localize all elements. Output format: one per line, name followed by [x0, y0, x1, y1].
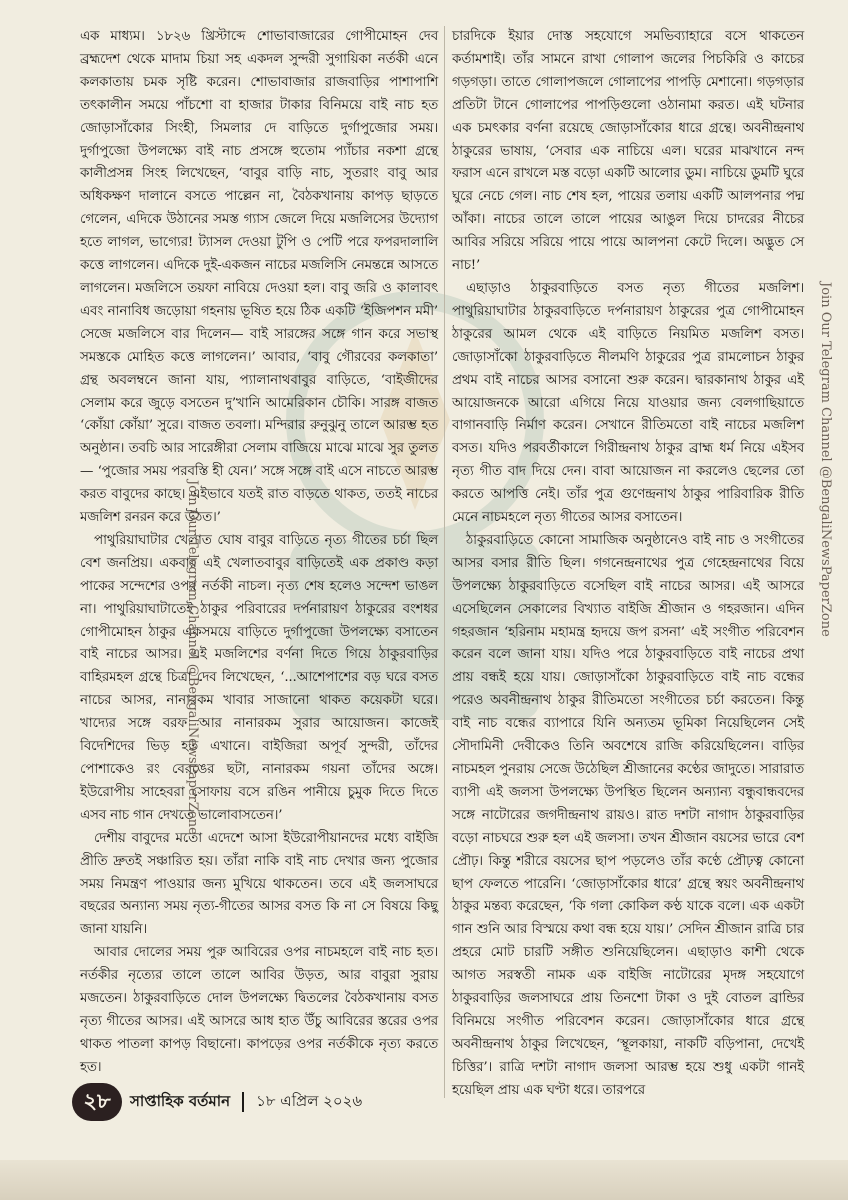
- magazine-name: সাপ্তাহিক বর্তমান: [130, 1091, 231, 1110]
- paragraph: চারদিকে ইয়ার দোস্ত সহযোগে সমভিব্যাহারে বসে থাকতেন কর্তামশাই। তাঁর সামনে রাখা গোলাপ জলের পিচকিরি ও কাচের গড়গড়া। তাতে গোলাপজলে গোলাপের পাপড়ি মেশানো। গড়গড়ার প্রতিটা টানে গোলাপের পাপড়িগুলো ওঠানামা করত। এই ঘটনার এক চমৎকার বর্ণনা রয়েছে জোড়াসাঁকোর ধারে গ্রন্থে। অবনীন্দ্রনাথ ঠাকুরের ভাষায়, ‘সেবার এক নাচিয়ে এল। ঘরের মাঝখানে নন্দ ফরাস এনে রাখলে মস্ত বড়ো একটি আলোর ডুম। নাচিয়ে ডুমটি ঘুরে ঘুরে নেচে গেল। নাচ শেষ হল, পায়ের তলায় একটি আলপনার পদ্ম আঁকা। নাচের তালে তালে পায়ের আঙুল দিয়ে চাদরের নীচের আবির সরিয়ে সরিয়ে পায়ে পায়ে আলপনা কেটে দিলে। অদ্ভুত সে নাচ!’: [452, 29, 804, 274]
- side-watermark-text: Join Our Telegram Channel @BengaliNewsPaperZone: [818, 282, 833, 637]
- page-bottom-edge: [0, 1160, 848, 1200]
- paragraph: এক মাধ্যম। ১৮২৬ খ্রিস্টাব্দে শোভাবাজারের গোপীমোহন দেব ব্রহ্মদেশ থেকে মাদাম চিয়া সহ একদল সুন্দরী সুগায়িকা নর্তকী এনে কলকাতায় চমক সৃষ্টি করেন। শোভাবাজার রাজবাড়ির পাশাপাশি তৎকালীন সময়ে পাঁচশো বা হাজার টাকার বিনিময়ে বাই নাচ হত জোড়াসাঁকোর সিংহী, সিমলার দে বাড়িতে দুর্গাপুজোর সময়। দুর্গাপুজো উপলক্ষ্যে বাই নাচ প্রসঙ্গে হুতোম প্যাঁচার নকশা গ্রন্থে কালীপ্রসন্ন সিংহ লিখেছেন, ‘বাবুর বাড়ি নাচ, সুতরাং বাবু আর অধিকক্ষণ দালানে বসতে পাল্লেন না, বৈঠকখানায় কাপড় ছাড়তে গেলেন, এদিকে উঠানের সমস্ত গ্যাস জেলে দিয়ে মজলিসের উদ্যোগ হতে লাগল, ভাগ্যের! ট্যাসল দেওয়া টুপি ও পেটি পরে ফপরদালালি কত্তে লাগলেন। এদিকে দুই-একজন নাচের মজলিসি নেমন্তন্নে আসতে লাগলেন। মজলিসে তয়ফা নাবিয়ে দেওয়া হল। বাবু জরি ও কালাবৎ এবং নানাবিধ জড়োয়া গহনায় ভূষিত হয়ে ঠিক একটি ‘ইজিপশন মমী’ সেজে মজলিসে বার দিলেন— বাই সারঙ্গের সঙ্গে গান করে সভাস্থ সমস্তকে মোহিত কত্তে লাগলেন।’ আবার, ‘বাবু গৌরবের কলকাতা’ গ্রন্থ অবলম্বনে জানা যায়, প্যালানাথবাবুর বাড়িতে, ‘বাইজীদের সেলাম করে জুড়ে বসতেন দু’খানি আমেরিকান চৌকি। সারঙ্গ বাজত ‘কোঁয়া কোঁয়া’ সুরে। বাজত তবলা। মন্দিরার রুনুঝুনু তালে আরম্ভ হত অনুষ্ঠান। তবচি আর সারেঙ্গীরা সেলাম বাজিয়ে মাঝে মাঝে সুর তুলত— ‘পুজোর সময় পরবস্তি হী যেন।’ সঙ্গে সঙ্গে বাই এসে নাচতে আরম্ভ করত বাবুদের কাছে। এইভাবে যতই রাত বাড়তে থাকত, ততই নাচের মজলিশ রনরন করে উঠত।’: [80, 29, 438, 526]
- page-number: ২৮: [72, 1083, 122, 1121]
- issue-date: ১৮ এপ্রিল ২০২৬: [256, 1091, 363, 1110]
- paragraph: পাথুরিয়াঘাটার খেলাত ঘোষ বাবুর বাড়িতে নৃত্য গীতের চর্চা ছিল বেশ জনপ্রিয়। একবার এই খেলাতবাবুর বাড়িতেই এক প্রকাণ্ড কড়া পাকের সন্দেশের ওপর নর্তকী নাচল। নৃত্য শেষ হলেও সন্দেশ ভাঙল না। পাথুরিয়াঘাটাতেই ঠাকুর পরিবারের দর্পনারায়ণ ঠাকুরের বংশধর গোপীমোহন ঠাকুর একসময়ে বাড়িতে দুর্গাপুজো উপলক্ষ্যে বসাতেন বাই নাচের আসর। এই মজলিশের বর্ণনা দিতে গিয়ে ঠাকুরবাড়ির বাহিরমহল গ্রন্থে চিত্রা দেব লিখেছেন, ‘...আশেপাশের বড় ঘরে বসত নাচের আসর, নানারকম খাবার সাজানো থাকত কয়েকটা ঘরে। খাদ্যের সঙ্গে বরফ আর নানারকম সুরার আয়োজন। কাজেই বিদেশিদের ভিড় হত এখানে। বাইজিরা অপূর্ব সুন্দরী, তাঁদের পোশাকেও রং বেরঙের ছটা, নানারকম গয়না তাঁদের অঙ্গে। ইউরোপীয় সাহেবরা সোফায় বসে রঙিন পানীয়ে চুমুক দিতে দিতে এসব নাচ গান দেখতে ভালোবাসতেন।’: [80, 532, 438, 823]
- page-footer: [72, 1082, 362, 1122]
- paragraph: দেশীয় বাবুদের মতো এদেশে আসা ইউরোপীয়ানদের মধ্যে বাইজি প্রীতি দ্রুতই সঞ্চারিত হয়। তাঁরা নাকি বাই নাচ দেখার জন্য পুজোর সময় নিমন্ত্রণ পাওয়ার জন্য মুখিয়ে থাকতেন। তবে এই জলসাঘরে বছরের অন্যান্য সময় নৃত্য-গীতের আসর বসত কি না সে বিষয়ে কিছু জানা যায়নি।: [80, 830, 438, 938]
- left-column: [80, 26, 438, 1080]
- right-column: [452, 26, 804, 1103]
- paragraph: আবার দোলের সময় পুরু আবিরের ওপর নাচমহলে বাই নাচ হত। নর্তকীর নৃত্যের তালে তালে আবির উড়ত, আর বাবুরা সুরায় মজতেন। ঠাকুরবাড়িতে দোল উপলক্ষ্যে দ্বিতলের বৈঠকখানায় বসত নৃত্য গীতের আসর। এই আসরে আধ হাত উঁচু আবিরের স্তরের ওপর থাকত পাতলা কাপড় বিছানো। কাপড়ের ওপর নর্তকীকে নৃত্য করতে হত।: [80, 945, 438, 1075]
- side-watermark-text: Join Our Telegram Channel @BengaliNewsPaperZone: [185, 480, 200, 835]
- paragraph: ঠাকুরবাড়িতে কোনো সামাজিক অনুষ্ঠানেও বাই নাচ ও সংগীতের আসর বসার রীতি ছিল। গগনেন্দ্রনাথের পুত্র গেহেন্দ্রনাথের বিয়ে উপলক্ষ্যে ঠাকুরবাড়িতে বসেছিল বাই নাচের আসর। এই আসরে এসেছিলেন সেকালের বিখ্যাত বাইজি শ্রীজান ও গহরজান। এদিন গহরজান ‘হরিনাম মহামন্ত্র হৃদয়ে জপ রসনা’ এই সংগীত পরিবেশন করেন বলে জানা যায়। যদিও পরে ঠাকুরবাড়িতে বাই নাচের প্রথা প্রায় বন্ধই হয়ে যায়। জোড়াসাঁকো ঠাকুরবাড়িতে বাই নাচ বন্ধের পরেও অবনীন্দ্রনাথ ঠাকুর রীতিমতো সংগীতের চর্চা করতেন। কিন্তু বাই নাচ বন্ধের ব্যাপারে যিনি অন্যতম ভূমিকা নিয়েছিলেন সেই সৌদামিনী দেবীকেও তিনি অবশেষে রাজি করিয়েছিলেন। বাড়ির নাচমহল পুনরায় সেজে উঠেছিল শ্রীজানের কণ্ঠের জাদুতে। সারারাত ব্যাপী এই জলসা উপলক্ষ্যে উপস্থিত ছিলেন অন্যান্য বন্ধুবান্ধবদের সঙ্গে নাটোরের জগদীন্দ্রনাথ রায়ও। রাত দশটা নাগাদ ঠাকুরবাড়ির বড়ো নাচঘরে শুরু হল এই জলসা। তখন শ্রীজান বয়সের ভারে বেশ প্রৌঢ়। কিন্তু শরীরে বয়সের ছাপ পড়লেও তাঁর কণ্ঠে প্রৌঢ়ত্ব কোনো ছাপ ফেলতে পারেনি। ‘জোড়াসাঁকোর ধারে’ গ্রন্থে স্বয়ং অবনীন্দ্রনাথ ঠাকুর মন্তব্য করেছেন, ‘কি গলা কোকিল কণ্ঠ যাকে বলে। এক একটা গান শুনি আর বিস্ময়ে কথা বন্ধ হয়ে যায়।’ সেদিন শ্রীজান রাত্রি চার প্রহরে মোট চারটি সঙ্গীত শুনিয়েছিলেন। এছাড়াও কাশী থেকে আগত সরস্বতী নামক এক বাইজি নাটোরের মৃদঙ্গ সহযোগে ঠাকুরবাড়ির জলসাঘরে প্রায় তিনশো টাকা ও দুই বোতল ব্রান্ডির বিনিময়ে সংগীত পরিবেশন করেন। জোড়াসাঁকোর ধারে গ্রন্থে অবনীন্দ্রনাথ ঠাকুর লিখেছেন, ‘স্থূলকায়া, নাকটি বড়িপানা, দেখেই চিত্তির’। রাত্রি দশটা নাগাদ জলসা আরম্ভ হয়ে শুধু একটা গানই হয়েছিল প্রায় এক ঘণ্টা ধরে। তারপরে: [452, 532, 804, 1098]
- paragraph: এছাড়াও ঠাকুরবাড়িতে বসত নৃত্য গীতের মজলিশ। পাথুরিয়াঘাটার ঠাকুরবাড়িতে দর্পনারায়ণ ঠাকুরের পুত্র গোপীমোহন ঠাকুরের আমল থেকে এই বাড়িতে নিয়মিত মজলিশ বসত। জোড়াসাঁকো ঠাকুরবাড়িতে নীলমণি ঠাকুরের পুত্র রামলোচন ঠাকুর প্রথম বাই নাচের আসর বসানো শুরু করেন। দ্বারকানাথ ঠাকুর এই আয়োজনকে আরো এগিয়ে নিয়ে যাওয়ার জন্য বেলগাছিয়াতে বাগানবাড়ি নির্মাণ করেন। সেখানে রীতিমতো বাই নাচের মজলিশ বসত। যদিও পরবর্তীকালে গিরীন্দ্রনাথ ঠাকুর ব্রাহ্ম ধর্ম নিয়ে এইসব নৃত্য গীত বাদ দিয়ে দেন। বাবা আয়োজন না করলেও ছেলের তো করতে আপত্তি নেই। তাঁর পুত্র গুণেন্দ্রনাথ ঠাকুর পারিবারিক রীতি মেনে নাচমহলে নৃত্য গীতের আসর বসাতেন।: [452, 280, 804, 526]
- footer-divider: [242, 1092, 244, 1112]
